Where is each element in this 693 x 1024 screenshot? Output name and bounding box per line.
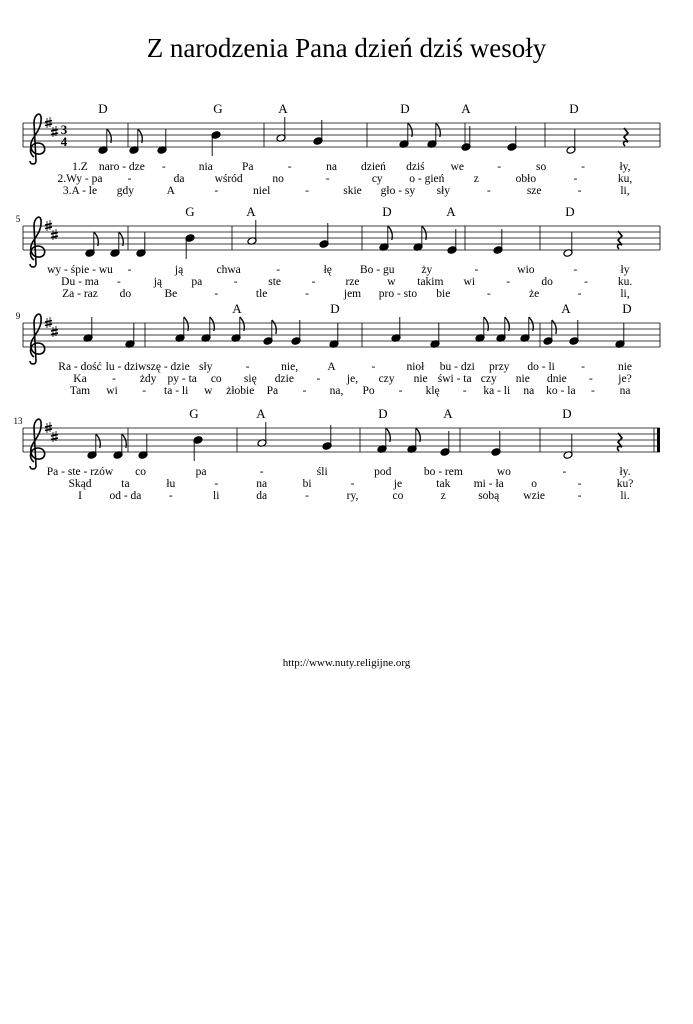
lyric-syllable: klę	[425, 385, 440, 397]
lyric-syllable: Tam	[69, 385, 91, 397]
time-signature-bottom: 4	[60, 134, 68, 149]
lyric-syllable: cy	[371, 173, 383, 185]
lyric-hyphen: -	[214, 288, 219, 300]
lyric-syllable: z	[440, 490, 446, 502]
chord-symbol: A	[278, 101, 288, 116]
quarter-rest	[618, 231, 622, 249]
lyric-syllable: da	[173, 173, 185, 185]
lyric-hyphen: -	[127, 173, 132, 185]
lyric-syllable: Ra - dość	[58, 361, 102, 373]
lyric-syllable: ży	[421, 264, 433, 276]
treble-clef-icon	[30, 419, 45, 469]
measure-number: 5	[15, 214, 21, 224]
chord-symbol: D	[565, 204, 575, 219]
lyric-hyphen: -	[117, 276, 121, 288]
lyric-syllable: Bo - gu	[360, 264, 395, 276]
lyric-syllable: żdy	[139, 373, 157, 385]
sharp-icon	[51, 229, 58, 240]
chord-symbol: A	[443, 406, 453, 421]
lyric-hyphen: -	[127, 264, 132, 276]
lyric-hyphen: -	[305, 490, 310, 502]
lyric-syllable: ku,	[617, 173, 633, 185]
lyric-syllable: gło - sy	[380, 185, 416, 197]
sharp-icon	[51, 126, 58, 137]
lyric-syllable: na	[256, 478, 268, 490]
lyric-syllable: nioł	[406, 361, 425, 373]
lyric-syllable: wio	[517, 264, 535, 276]
lyric-syllable: wi	[106, 385, 118, 397]
lyric-syllable: pro - sto	[378, 288, 418, 300]
lyric-hyphen: -	[302, 385, 307, 397]
lyric-syllable: je,	[346, 373, 359, 385]
lyric-syllable: do	[119, 288, 132, 300]
lyric-syllable: ły.	[619, 466, 631, 478]
lyric-syllable: li	[213, 490, 220, 502]
lyric-syllable: ły	[620, 264, 630, 276]
chord-symbol: D	[400, 101, 410, 116]
lyric-syllable: co	[135, 466, 146, 478]
lyric-hyphen: -	[142, 385, 147, 397]
lyric-syllable: mi - ła	[473, 478, 504, 490]
chord-symbol: D	[622, 301, 632, 316]
lyric-syllable: Pa	[241, 161, 254, 173]
lyric-syllable: wszę - dzie	[137, 361, 190, 373]
lyric-syllable: czy	[480, 373, 497, 385]
lyric-syllable: bie	[436, 288, 451, 300]
lyric-syllable: no	[272, 173, 284, 185]
chord-symbol: G	[189, 406, 199, 421]
lyric-syllable: sły	[436, 185, 451, 197]
lyric-syllable: nia	[198, 161, 213, 173]
lyric-syllable: się	[243, 373, 257, 385]
lyric-syllable: śli	[316, 466, 328, 478]
lyric-syllable: dnie	[546, 373, 567, 385]
lyric-syllable: wi	[463, 276, 476, 288]
lyric-syllable: Pa	[266, 385, 279, 397]
chord-symbol: G	[185, 204, 195, 219]
lyric-syllable: nie	[617, 361, 633, 373]
lyric-hyphen: -	[474, 264, 479, 276]
lyric-syllable: li.	[620, 490, 630, 502]
chord-symbol: A	[256, 406, 266, 421]
music-system	[16, 204, 660, 300]
lyric-syllable: ko - la	[546, 385, 576, 397]
final-barline-thick	[657, 428, 660, 452]
lyric-hyphen: -	[276, 264, 281, 276]
sharp-icon	[45, 117, 52, 128]
lyric-syllable: żłobie	[226, 385, 255, 397]
lyric-syllable: pa	[191, 276, 203, 288]
lyric-syllable: łu	[166, 478, 176, 490]
lyric-syllable: z	[473, 173, 479, 185]
lyric-syllable: ły,	[619, 161, 631, 173]
lyric-syllable: tle	[255, 288, 268, 300]
lyric-hyphen: -	[305, 288, 310, 300]
lyric-syllable: jem	[343, 288, 362, 300]
lyric-syllable: niel	[253, 185, 271, 197]
lyric-syllable: ta - li	[164, 385, 189, 397]
lyric-hyphen: -	[506, 276, 511, 288]
quarter-rest	[624, 128, 628, 146]
lyric-hyphen: -	[233, 276, 238, 288]
lyric-hyphen: -	[371, 361, 376, 373]
lyric-hyphen: -	[486, 288, 491, 300]
chord-symbol: D	[569, 101, 579, 116]
lyric-syllable: w	[387, 276, 396, 288]
sharp-icon	[45, 422, 52, 433]
lyric-syllable: chwa	[216, 264, 241, 276]
lyric-syllable: łę	[323, 264, 332, 276]
measure-number: 13	[13, 416, 23, 426]
lyric-hyphen: -	[112, 373, 116, 385]
lyric-hyphen: -	[577, 478, 582, 490]
lyric-hyphen: -	[259, 466, 264, 478]
music-system	[23, 101, 660, 197]
lyric-syllable: do	[541, 276, 553, 288]
lyric-syllable: obło	[515, 173, 537, 185]
lyric-syllable: Pa - ste - rzów	[46, 466, 114, 478]
lyric-syllable: takim	[417, 276, 444, 288]
lyric-syllable: o - gień	[409, 173, 445, 185]
lyric-syllable: ta	[121, 478, 130, 490]
lyric-syllable: dziś	[406, 161, 425, 173]
lyric-syllable: A	[166, 185, 175, 197]
lyric-syllable: przy	[489, 361, 510, 373]
chord-symbol: G	[213, 101, 223, 116]
lyric-syllable: rze	[345, 276, 360, 288]
lyric-syllable: nie,	[281, 361, 299, 373]
lyric-hyphen: -	[287, 161, 292, 173]
lyric-syllable: na,	[329, 385, 344, 397]
chord-symbol: A	[446, 204, 456, 219]
lyric-syllable: co	[392, 490, 404, 502]
lyric-syllable: co	[210, 373, 222, 385]
lyric-hyphen: -	[497, 161, 502, 173]
lyric-syllable: 1.Z	[72, 161, 88, 173]
music-system	[16, 301, 660, 397]
lyric-syllable: do - li	[527, 361, 555, 373]
lyric-syllable: tak	[436, 478, 451, 490]
lyric-syllable: 2.Wy - pa	[57, 173, 103, 185]
lyric-syllable: dzie	[274, 373, 294, 385]
lyric-syllable: Du - ma	[61, 276, 99, 288]
lyric-hyphen: -	[350, 478, 355, 490]
lyric-syllable: pod	[374, 466, 392, 478]
lyric-syllable: so	[536, 161, 547, 173]
lyric-syllable: lu - dzi	[105, 361, 139, 373]
sharp-icon	[45, 220, 52, 231]
lyric-syllable: bi	[302, 478, 312, 490]
lyric-syllable: Skąd	[68, 478, 92, 490]
lyric-hyphen: -	[168, 490, 173, 502]
lyric-syllable: wzie	[523, 490, 546, 502]
lyric-syllable: ją	[174, 264, 184, 276]
lyric-syllable: Be	[164, 288, 178, 300]
lyric-syllable: nie	[515, 373, 530, 385]
lyric-hyphen: -	[161, 161, 166, 173]
lyric-syllable: A	[327, 361, 336, 373]
eighth-flag	[272, 320, 277, 334]
lyric-syllable: w	[204, 385, 213, 397]
lyric-syllable: Ka	[73, 373, 87, 385]
chord-symbol: A	[461, 101, 471, 116]
lyric-syllable: wy - śpie - wu	[47, 264, 113, 276]
treble-clef-icon	[30, 217, 45, 267]
sharp-icon	[45, 317, 52, 328]
lyric-syllable: Po	[362, 385, 375, 397]
time-signature-top: 3	[60, 122, 68, 137]
lyric-hyphen: -	[581, 161, 585, 173]
lyric-syllable: od - da	[109, 490, 142, 502]
lyric-syllable: nie	[413, 373, 428, 385]
eighth-flag	[552, 320, 557, 334]
chord-symbol: A	[246, 204, 256, 219]
lyric-hyphen: -	[325, 173, 330, 185]
lyric-hyphen: -	[562, 466, 567, 478]
lyric-syllable: skie	[343, 185, 362, 197]
lyric-syllable: naro - dze	[98, 161, 145, 173]
lyric-hyphen: -	[398, 385, 403, 397]
lyric-hyphen: -	[311, 276, 316, 288]
lyric-syllable: sze	[526, 185, 542, 197]
lyric-syllable: 3.A - le	[62, 185, 98, 197]
lyric-hyphen: -	[214, 185, 219, 197]
music-system	[14, 406, 661, 502]
lyric-syllable: dzień	[361, 161, 386, 173]
lyric-syllable: że	[529, 288, 540, 300]
treble-clef-icon	[30, 114, 45, 164]
lyric-syllable: py - ta	[167, 373, 197, 385]
lyric-hyphen: -	[577, 185, 582, 197]
lyric-syllable: ku.	[617, 276, 633, 288]
lyric-syllable: ku?	[616, 478, 634, 490]
lyric-syllable: wśród	[214, 173, 243, 185]
treble-clef-icon	[30, 314, 45, 364]
lyric-syllable: Za - raz	[62, 288, 98, 300]
lyric-syllable: świ - ta	[437, 373, 472, 385]
lyric-syllable: sły	[199, 361, 213, 373]
lyric-syllable: bo - rem	[423, 466, 463, 478]
lyric-syllable: sobą	[478, 490, 500, 502]
lyric-syllable: na	[523, 385, 535, 397]
measure-number: 9	[15, 311, 21, 321]
lyric-syllable: I	[78, 490, 82, 502]
lyric-hyphen: -	[581, 361, 585, 373]
chord-symbol: A	[232, 301, 242, 316]
lyric-hyphen: -	[316, 373, 321, 385]
lyric-syllable: na	[619, 385, 631, 397]
chord-symbol: D	[98, 101, 108, 116]
quarter-rest	[618, 433, 622, 451]
chord-symbol: A	[561, 301, 571, 316]
chord-symbol: D	[382, 204, 392, 219]
lyric-syllable: na	[326, 161, 337, 173]
source-url: http://www.nuty.religijne.org	[282, 657, 411, 669]
lyric-hyphen: -	[305, 185, 310, 197]
lyric-syllable: wo	[496, 466, 511, 478]
lyric-syllable: je	[393, 478, 403, 490]
lyric-syllable: li,	[620, 288, 630, 300]
lyric-hyphen: -	[573, 173, 578, 185]
lyric-hyphen: -	[584, 276, 588, 288]
lyric-hyphen: -	[486, 185, 491, 197]
lyric-syllable: ją	[153, 276, 163, 288]
lyric-syllable: gdy	[116, 185, 135, 197]
lyric-syllable: da	[256, 490, 268, 502]
lyric-hyphen: -	[462, 385, 467, 397]
song-title: Z narodzenia Pana dzień dziś wesoły	[146, 33, 547, 63]
lyric-syllable: li,	[620, 185, 630, 197]
lyric-hyphen: -	[214, 478, 219, 490]
lyric-syllable: czy	[378, 373, 395, 385]
chord-symbol: D	[562, 406, 572, 421]
chord-symbol: D	[378, 406, 388, 421]
lyric-syllable: o	[531, 478, 538, 490]
lyric-hyphen: -	[591, 385, 595, 397]
chord-symbol: D	[330, 301, 340, 316]
lyric-syllable: ry,	[346, 490, 359, 502]
lyric-hyphen: -	[577, 288, 582, 300]
lyric-syllable: ka - li	[483, 385, 511, 397]
lyric-hyphen: -	[573, 264, 578, 276]
lyric-hyphen: -	[589, 373, 593, 385]
lyric-syllable: ste	[268, 276, 282, 288]
lyric-syllable: bu - dzi	[439, 361, 475, 373]
lyric-hyphen: -	[577, 490, 582, 502]
lyric-syllable: we	[450, 161, 465, 173]
lyric-hyphen: -	[245, 361, 250, 373]
lyric-syllable: je?	[618, 373, 632, 385]
lyric-syllable: pa	[195, 466, 207, 478]
